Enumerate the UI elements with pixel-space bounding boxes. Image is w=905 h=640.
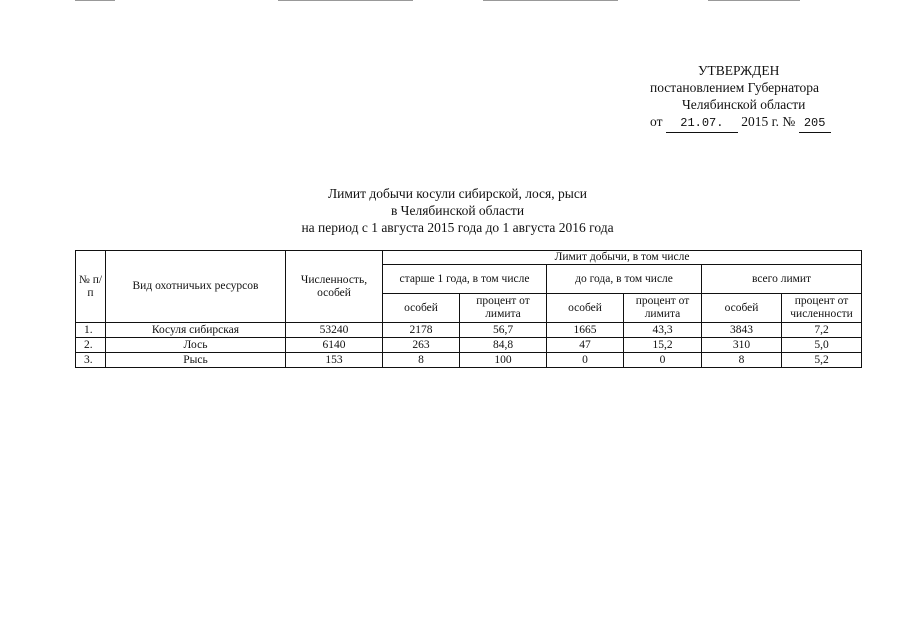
- cell-num: 3.: [76, 353, 106, 368]
- table-row: [76, 323, 862, 338]
- approval-date-prefix: от: [650, 114, 663, 129]
- table-row: [76, 353, 862, 368]
- header-older-count: особей: [383, 294, 460, 323]
- title-line-3: на период с 1 августа 2015 года до 1 августа 2016 года: [301, 220, 614, 235]
- approval-date-suffix: 2015 г. №: [741, 114, 796, 129]
- cell-younger-count: 1665: [547, 323, 624, 338]
- document-title: [200, 185, 715, 236]
- approval-stamp-block: [640, 62, 860, 133]
- cell-species: Лось: [106, 338, 286, 353]
- cell-total-pct: 7,2: [782, 323, 862, 338]
- approval-region: Челябинской области: [682, 97, 806, 112]
- cell-population: 153: [286, 353, 383, 368]
- header-older-pct: процент от лимита: [460, 294, 547, 323]
- cell-younger-count: 47: [547, 338, 624, 353]
- cell-older-pct: 84,8: [460, 338, 547, 353]
- cell-num: 2.: [76, 338, 106, 353]
- scan-edge-line-4: [708, 0, 800, 1]
- cell-population: 53240: [286, 323, 383, 338]
- cell-total-count: 8: [702, 353, 782, 368]
- cell-younger-pct: 43,3: [624, 323, 702, 338]
- scan-edge-line-1: [75, 0, 115, 1]
- cell-total-pct: 5,2: [782, 353, 862, 368]
- approval-date-line: [640, 113, 860, 133]
- header-younger-count: особей: [547, 294, 624, 323]
- cell-younger-count: 0: [547, 353, 624, 368]
- cell-num: 1.: [76, 323, 106, 338]
- header-species: Вид охотничьих ресурсов: [106, 251, 286, 323]
- header-younger-pct: процент от лимита: [624, 294, 702, 323]
- approval-heading: УТВЕРЖДЕН: [698, 63, 780, 78]
- header-older: старше 1 года, в том числе: [383, 265, 547, 294]
- limits-table: [75, 250, 862, 368]
- cell-younger-pct: 0: [624, 353, 702, 368]
- header-num: № п/п: [76, 251, 106, 323]
- cell-younger-pct: 15,2: [624, 338, 702, 353]
- header-total-pct: процент от численности: [782, 294, 862, 323]
- cell-older-pct: 56,7: [460, 323, 547, 338]
- title-line-2: в Челябинской области: [390, 203, 525, 218]
- scan-edge-line-3: [483, 0, 618, 1]
- header-total-count: особей: [702, 294, 782, 323]
- header-younger: до года, в том числе: [547, 265, 702, 294]
- cell-older-count: 263: [383, 338, 460, 353]
- title-line-1: Лимит добычи косули сибирской, лося, рыси: [327, 186, 588, 201]
- approval-number-value: 205: [799, 115, 831, 133]
- cell-older-count: 2178: [383, 323, 460, 338]
- cell-species: Косуля сибирская: [106, 323, 286, 338]
- cell-older-count: 8: [383, 353, 460, 368]
- scan-edge-line-2: [278, 0, 413, 1]
- approval-decree: постановлением Губернатора: [650, 80, 819, 95]
- cell-total-count: 310: [702, 338, 782, 353]
- cell-total-pct: 5,0: [782, 338, 862, 353]
- header-limit-group: Лимит добычи, в том числе: [383, 251, 862, 265]
- header-population: Численность, особей: [286, 251, 383, 323]
- cell-species: Рысь: [106, 353, 286, 368]
- header-total: всего лимит: [702, 265, 862, 294]
- table-row: [76, 338, 862, 353]
- cell-population: 6140: [286, 338, 383, 353]
- cell-older-pct: 100: [460, 353, 547, 368]
- approval-date-value: 21.07.: [666, 115, 738, 133]
- cell-total-count: 3843: [702, 323, 782, 338]
